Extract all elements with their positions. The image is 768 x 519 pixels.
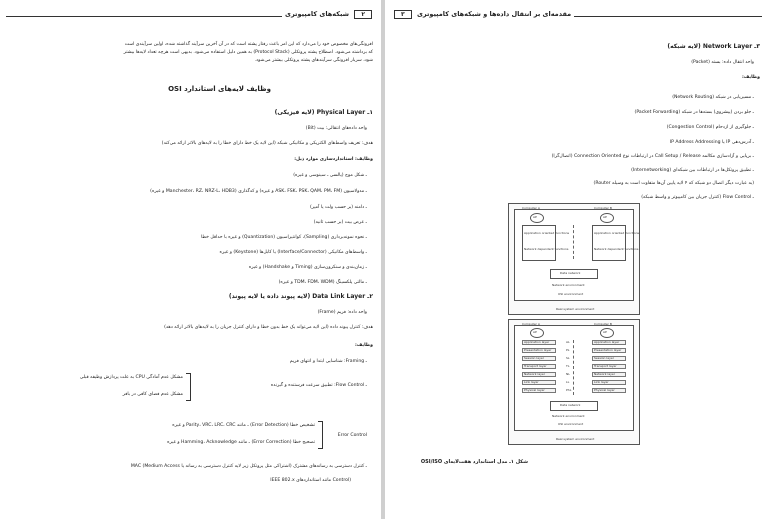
protocol-label: SL xyxy=(566,356,570,360)
network-item: ـ تطبیق پروتکل‌ها در ارتباطات بین شبکه‌ای (Internetworking) xyxy=(631,168,754,173)
layer-label: Application layer xyxy=(594,340,620,344)
network-env-label: Network environment xyxy=(552,414,585,418)
network-item: (به عبارت دیگر اتصال دو شبکه که ۴ لایه پایین آن‌ها متفاوت است به وسیله Router) xyxy=(593,181,754,186)
physical-item: ـ عرض بیت (بر حسب ثانیه) xyxy=(313,220,367,225)
page-header xyxy=(6,8,375,22)
layer-label: Network dependent functions xyxy=(594,247,639,251)
ap-label: AP xyxy=(533,215,537,219)
osi-env-label: OSI environment xyxy=(558,292,584,296)
page-header xyxy=(391,8,762,22)
computer-a-label: Computer A xyxy=(522,206,540,210)
chapter-title: شبکه‌های کامپیوتری xyxy=(285,10,350,18)
page-number: ۲ xyxy=(354,10,372,19)
page-number: ۳ xyxy=(394,10,412,19)
layer-label: Link layer xyxy=(594,380,609,384)
layer-label: Presentation layer xyxy=(524,348,552,352)
layer-label: Application oriented functions xyxy=(594,231,640,235)
flow-control-label: ـ Flow Control: تطبیق سرعت فرستنده و گیرنده xyxy=(270,383,367,388)
data-network-label: Data network xyxy=(560,403,581,407)
osi-env-label: OSI environment xyxy=(558,422,584,426)
physical-item: ـ مدولاسیون (ASK، FSK، PSK، QAM، PM، FM و غیره) و کدگذاری (Manchester، RZ، NRZ-L، HDB3 و غیره) xyxy=(150,189,367,194)
datalink-duties-title: وظایف: xyxy=(355,343,373,348)
layer-label: Physical layer xyxy=(524,388,545,392)
ap-label: AP xyxy=(603,330,607,334)
protocol-label: PhL xyxy=(566,388,572,392)
layer-label: Application oriented functions xyxy=(524,231,570,235)
network-unit: واحد انتقال داده: بسته (Packet) xyxy=(691,60,754,65)
network-item: ـ جلو بردن (پیشروی) بسته‌ها در شبکه (Packet Forwarding) xyxy=(634,110,754,115)
protocol-label: PL xyxy=(566,348,570,352)
peer-link xyxy=(573,340,574,395)
layer-label: Application layer xyxy=(524,340,550,344)
error-control-bracket xyxy=(318,421,323,449)
protocol-label: NL xyxy=(566,372,570,376)
datalink-goal: هدف: کنترل پیوند داده (این لایه می‌تواند یک خط بدون خطا و دارای کنترل جریان را به لایه‌های بالاتر ارائه دهد) xyxy=(164,325,373,330)
datalink-unit: واحد داده: فریم (Frame) xyxy=(317,310,367,315)
intro-line-2: که برداشته می‌شود. اصطلاح پشته پروتکلی (Protocol Stack) به همین دلیل استفاده می‌شود. بدیهی است هرچه تعداد لایه‌ها بیشتر xyxy=(123,50,373,55)
header-title-group xyxy=(282,10,375,18)
physical-item: ـ واسط‌های مکانیکی (Interface/Connector) یا کابل‌ها (Keystone) و غیره xyxy=(219,250,367,255)
figure-caption: شکل ۱ـ مدل استاندارد هفت‌لایه‌ای OSI/ISO xyxy=(420,459,528,465)
physical-unit: واحد داده‌های انتقالی: بیت (Bit) xyxy=(305,126,367,131)
physical-goal: هدف: تعریف واسط‌های الکتریکی و مکانیکی شبکه (این لایه یک خط دارای خطا را به لایه‌های بالاتر ارائه می‌کند) xyxy=(161,141,373,146)
layer-label: Link layer xyxy=(524,380,539,384)
layer-label: Session layer xyxy=(524,356,544,360)
error-item: تصحیح خطا (Error Correction) ـ مانند Hamming، Acknowledge و غیره xyxy=(167,440,315,445)
physical-item: ـ شکل موج (پالسی ـ سینوسی و غیره) xyxy=(293,173,367,178)
error-control-label: Error Control xyxy=(337,433,367,438)
flow-item: مشکل عدم آمادگی CPU به علت پردازش وظیفه قبلی xyxy=(79,375,183,380)
network-item: ـ مسیریابی در شبکه (Network Routing) xyxy=(672,95,754,100)
intro-line-1: افزونگی‌های مخصوص خود را می‌دارد که این امر باعث رفتار پشته است که در آن آخرین سرآیند گذاشته شده، اولین سرآیندی است xyxy=(124,42,373,47)
layer-label: Network layer xyxy=(524,372,546,376)
physical-item: ـ دامنه (بر حسب ولت یا آمپر) xyxy=(309,205,367,210)
protocol-label: TL xyxy=(566,364,570,368)
ap-label: AP xyxy=(533,330,537,334)
physical-item: ـ زمان‌بندی و سنکرون‌سازی (Timing و Handshake) و غیره xyxy=(248,265,367,270)
mac-line-2: (Control مانند استانداردهای IEEE 802.x xyxy=(270,478,351,483)
right-page xyxy=(385,0,768,519)
network-layer-title: ۳ـ Network Layer (لایه شبکه) xyxy=(667,43,760,50)
network-item: ـ برپایی و آزادسازی مکالمه Call Setup / Release در ارتباطات نوع Connection Oriented (اتصال‌گرا) xyxy=(551,154,754,159)
layer-label: Transport layer xyxy=(524,364,547,368)
physical-item: ـ مالتی پلکسینگ (TDM، FDM، WDM و غیره) xyxy=(278,280,367,285)
real-env-label: Real system environment xyxy=(556,437,595,441)
intro-line-3: شود، سربار افزونگی سرآیندهای پشته پروتکلی بیشتر می‌شود. xyxy=(254,58,373,63)
network-item: ـ Flow Control (کنترل جریان بین کامپیوتر و واسط شبکه) xyxy=(641,195,754,200)
network-item: ـ جلوگیری از ازدحام (Congestion Control) xyxy=(666,125,754,130)
mac-line-1: ـ کنترل دسترسی به رسانه‌های مشترک (اشتراکی مثل پروتکل زیر لایه کنترل دسترسی به رسانه یا MAC (Medium Access xyxy=(130,464,367,469)
osi-figure xyxy=(508,203,640,455)
error-item: تشخیص خطا (Error Detection) ـ مانند Parity، VRC، LRC، CRC و غیره xyxy=(172,423,315,428)
protocol-label: AL xyxy=(566,340,570,344)
layer-label: Transport layer xyxy=(594,364,617,368)
header-title-group xyxy=(391,10,574,18)
layer-label: Physical layer xyxy=(594,388,615,392)
computer-b-label: Computer B xyxy=(594,206,612,210)
framing-item: ـ Framing: شناسایی ابتدا و انتهای فریم xyxy=(289,359,367,364)
physical-layer-title: ۱ـ Physical Layer (لایه فیزیکی) xyxy=(274,109,373,116)
real-env-label: Real system environment xyxy=(556,307,595,311)
flow-item: مشکل عدم فضای کافی در بافر xyxy=(122,392,183,397)
physical-item: ـ نحوه نمونه‌برداری (Sampling)، کوانتیزاسیون (Quantization) و غیره با حداقل خطا xyxy=(200,235,367,240)
data-network-label: Data network xyxy=(560,271,581,275)
chapter-title: مقدمه‌ای بر انتقال داده‌ها و شبکه‌های کامپیوتری xyxy=(416,10,572,18)
physical-duties-title: وظایف: استانداردسازی موارد ذیل: xyxy=(294,157,373,162)
flow-control-bracket xyxy=(186,373,191,401)
peer-link xyxy=(573,225,574,259)
section-title: وظایف لایه‌های استاندارد OSI xyxy=(168,85,271,93)
computer-a-label: Computer A xyxy=(522,322,540,326)
computer-b-label: Computer B xyxy=(594,322,612,326)
left-page xyxy=(0,0,381,519)
layer-label: Network dependent functions xyxy=(524,247,569,251)
network-item: ـ آدرس‌دهی IP یا IP Address Addressing xyxy=(669,140,754,145)
network-env-label: Network environment xyxy=(552,283,585,287)
network-duties-title: وظایف: xyxy=(742,75,760,80)
datalink-layer-title: ۲ـ Data Link Layer (لایه پیوند داده یا لایه پیوند) xyxy=(228,293,373,300)
ap-label: AP xyxy=(603,215,607,219)
layer-label: Presentation layer xyxy=(594,348,622,352)
protocol-label: LL xyxy=(566,380,570,384)
layer-label: Session layer xyxy=(594,356,614,360)
layer-label: Network layer xyxy=(594,372,616,376)
